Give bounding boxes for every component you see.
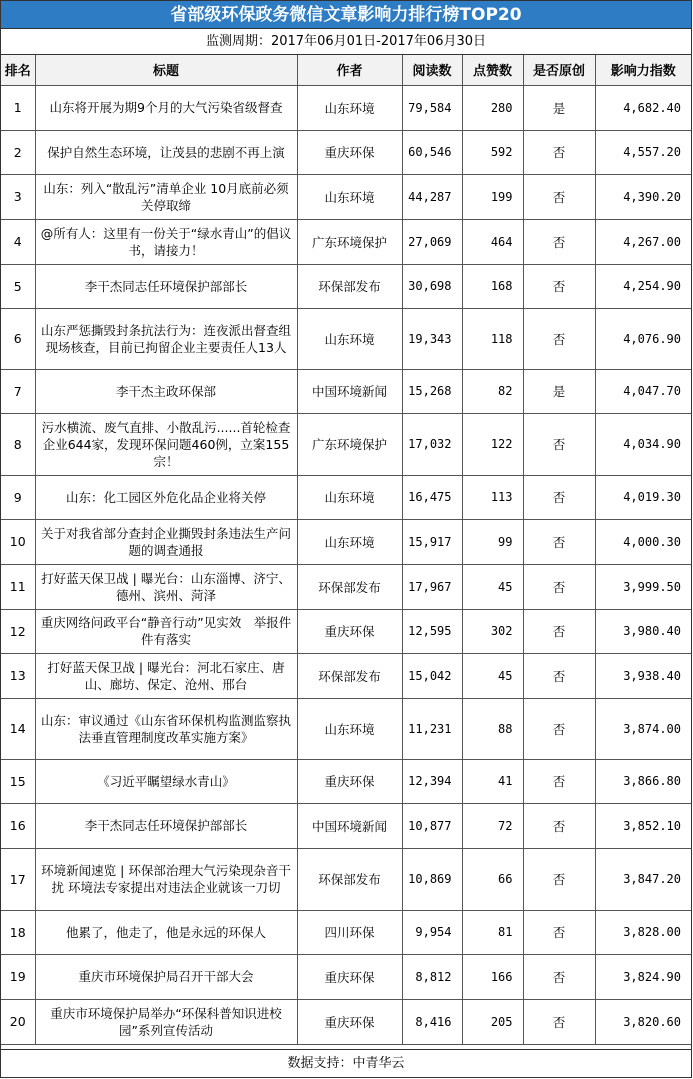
header-likes: 点赞数 [462,55,523,85]
original-cell: 否 [523,954,595,999]
original-cell: 是 [523,85,595,130]
original-cell: 否 [523,653,595,698]
author-cell: 重庆环保 [297,130,402,174]
index-cell: 3,999.50 [595,564,691,609]
table-header-row [1,55,691,85]
reads-cell: 8,812 [402,954,462,999]
header-reads: 阅读数 [402,55,462,85]
title-cell: @所有人：这里有一份关于“绿水青山”的倡议书，请接力！ [35,219,297,264]
sheet-title: 省部级环保政务微信文章影响力排行榜TOP20 [1,1,691,29]
likes-cell: 464 [462,219,523,264]
author-cell: 四川环保 [297,910,402,954]
likes-cell: 122 [462,413,523,475]
likes-cell: 81 [462,910,523,954]
likes-cell: 66 [462,848,523,910]
table-row [1,848,691,910]
title-cell: 他累了，他走了，他是永远的环保人 [35,910,297,954]
likes-cell: 118 [462,308,523,369]
original-cell: 否 [523,308,595,369]
ranking-table [1,55,691,1045]
original-cell: 否 [523,475,595,519]
likes-cell: 45 [462,564,523,609]
table-row [1,910,691,954]
table-row [1,759,691,803]
original-cell: 否 [523,698,595,759]
title-cell: 关于对我省部分查封企业撕毁封条违法生产问题的调查通报 [35,519,297,564]
title-cell: 重庆网络问政平台“静音行动”见实效 举报件件有落实 [35,609,297,653]
title-cell: 打好蓝天保卫战 | 曝光台：山东淄博、济宁、德州、滨州、菏泽 [35,564,297,609]
table-row [1,475,691,519]
title-cell: 重庆市环境保护局举办“环保科普知识进校园”系列宣传活动 [35,999,297,1044]
header-rank: 排名 [1,55,35,85]
title-cell: 李干杰同志任环境保护部部长 [35,264,297,308]
rank-cell: 20 [1,999,35,1044]
likes-cell: 72 [462,803,523,848]
data-source-footer: 数据支持：中青华云 [1,1049,691,1077]
index-cell: 3,828.00 [595,910,691,954]
likes-cell: 199 [462,174,523,219]
index-cell: 4,076.90 [595,308,691,369]
table-row [1,174,691,219]
author-cell: 广东环境保护 [297,219,402,264]
likes-cell: 41 [462,759,523,803]
likes-cell: 280 [462,85,523,130]
original-cell: 否 [523,564,595,609]
title-cell: 污水横流、废气直排、小散乱污......首轮检查企业644家，发现环保问题460例，立案155宗！ [35,413,297,475]
reads-cell: 27,069 [402,219,462,264]
rank-cell: 9 [1,475,35,519]
index-cell: 4,390.20 [595,174,691,219]
reads-cell: 44,287 [402,174,462,219]
reads-cell: 10,869 [402,848,462,910]
likes-cell: 99 [462,519,523,564]
author-cell: 重庆环保 [297,954,402,999]
index-cell: 4,682.40 [595,85,691,130]
table-row [1,219,691,264]
index-cell: 4,047.70 [595,369,691,413]
title-cell: 李干杰同志任环境保护部部长 [35,803,297,848]
title-cell: 山东严惩撕毁封条抗法行为：连夜派出督查组现场核查，目前已拘留企业主要责任人13人 [35,308,297,369]
reads-cell: 19,343 [402,308,462,369]
original-cell: 否 [523,609,595,653]
monitoring-period: 监测周期：2017年06月01日-2017年06月30日 [1,29,691,55]
original-cell: 否 [523,759,595,803]
author-cell: 山东环境 [297,519,402,564]
table-row [1,609,691,653]
title-cell: 重庆市环境保护局召开干部大会 [35,954,297,999]
table-row [1,698,691,759]
table-row [1,264,691,308]
rank-cell: 11 [1,564,35,609]
rank-cell: 6 [1,308,35,369]
index-cell: 3,824.90 [595,954,691,999]
author-cell: 环保部发布 [297,653,402,698]
author-cell: 中国环境新闻 [297,803,402,848]
original-cell: 否 [523,413,595,475]
original-cell: 否 [523,264,595,308]
likes-cell: 82 [462,369,523,413]
author-cell: 重庆环保 [297,609,402,653]
header-title: 标题 [35,55,297,85]
original-cell: 否 [523,910,595,954]
title-cell: 山东：审议通过《山东省环保机构监测监察执法垂直管理制度改革实施方案》 [35,698,297,759]
likes-cell: 113 [462,475,523,519]
table-body [1,85,691,1044]
original-cell: 是 [523,369,595,413]
table-row [1,954,691,999]
index-cell: 4,019.30 [595,475,691,519]
reads-cell: 16,475 [402,475,462,519]
index-cell: 3,847.20 [595,848,691,910]
rank-cell: 10 [1,519,35,564]
table-row [1,803,691,848]
index-cell: 4,267.00 [595,219,691,264]
title-cell: 打好蓝天保卫战 | 曝光台：河北石家庄、唐山、廊坊、保定、沧州、邢台 [35,653,297,698]
index-cell: 3,820.60 [595,999,691,1044]
title-cell: 保护自然生态环境，让茂县的悲剧不再上演 [35,130,297,174]
reads-cell: 9,954 [402,910,462,954]
original-cell: 否 [523,219,595,264]
rank-cell: 2 [1,130,35,174]
likes-cell: 45 [462,653,523,698]
title-cell: 山东将开展为期9个月的大气污染省级督查 [35,85,297,130]
header-original: 是否原创 [523,55,595,85]
author-cell: 环保部发布 [297,848,402,910]
likes-cell: 302 [462,609,523,653]
table-row [1,653,691,698]
table-row [1,564,691,609]
index-cell: 3,938.40 [595,653,691,698]
table-row [1,369,691,413]
author-cell: 重庆环保 [297,759,402,803]
table-row [1,130,691,174]
rank-cell: 15 [1,759,35,803]
header-index: 影响力指数 [595,55,691,85]
rank-cell: 7 [1,369,35,413]
author-cell: 环保部发布 [297,264,402,308]
author-cell: 中国环境新闻 [297,369,402,413]
reads-cell: 17,032 [402,413,462,475]
author-cell: 环保部发布 [297,564,402,609]
original-cell: 否 [523,803,595,848]
table-row [1,519,691,564]
rank-cell: 17 [1,848,35,910]
likes-cell: 168 [462,264,523,308]
original-cell: 否 [523,519,595,564]
original-cell: 否 [523,999,595,1044]
author-cell: 重庆环保 [297,999,402,1044]
index-cell: 3,852.10 [595,803,691,848]
index-cell: 4,000.30 [595,519,691,564]
index-cell: 4,034.90 [595,413,691,475]
table-row [1,308,691,369]
author-cell: 山东环境 [297,475,402,519]
author-cell: 山东环境 [297,698,402,759]
rank-cell: 5 [1,264,35,308]
likes-cell: 592 [462,130,523,174]
reads-cell: 17,967 [402,564,462,609]
table-row [1,999,691,1044]
original-cell: 否 [523,174,595,219]
reads-cell: 11,231 [402,698,462,759]
title-cell: 山东：列入“散乱污”清单企业 10月底前必须关停取缔 [35,174,297,219]
author-cell: 山东环境 [297,308,402,369]
rank-cell: 1 [1,85,35,130]
likes-cell: 205 [462,999,523,1044]
likes-cell: 166 [462,954,523,999]
reads-cell: 15,268 [402,369,462,413]
reads-cell: 12,394 [402,759,462,803]
title-cell: 山东：化工园区外危化品企业将关停 [35,475,297,519]
rank-cell: 3 [1,174,35,219]
header-author: 作者 [297,55,402,85]
rank-cell: 13 [1,653,35,698]
rank-cell: 14 [1,698,35,759]
table-row [1,413,691,475]
reads-cell: 15,042 [402,653,462,698]
author-cell: 广东环境保护 [297,413,402,475]
author-cell: 山东环境 [297,174,402,219]
rank-cell: 4 [1,219,35,264]
title-cell: 环境新闻速览 | 环保部治理大气污染现杂音干扰 环境法专家提出对违法企业就该一刀切 [35,848,297,910]
table-row [1,85,691,130]
reads-cell: 60,546 [402,130,462,174]
reads-cell: 10,877 [402,803,462,848]
index-cell: 4,254.90 [595,264,691,308]
reads-cell: 30,698 [402,264,462,308]
index-cell: 4,557.20 [595,130,691,174]
original-cell: 否 [523,130,595,174]
reads-cell: 12,595 [402,609,462,653]
original-cell: 否 [523,848,595,910]
reads-cell: 8,416 [402,999,462,1044]
reads-cell: 15,917 [402,519,462,564]
rank-cell: 12 [1,609,35,653]
rank-cell: 16 [1,803,35,848]
rank-cell: 19 [1,954,35,999]
reads-cell: 79,584 [402,85,462,130]
index-cell: 3,874.00 [595,698,691,759]
rank-cell: 8 [1,413,35,475]
title-cell: 李干杰主政环保部 [35,369,297,413]
title-cell: 《习近平瞩望绿水青山》 [35,759,297,803]
index-cell: 3,866.80 [595,759,691,803]
author-cell: 山东环境 [297,85,402,130]
likes-cell: 88 [462,698,523,759]
index-cell: 3,980.40 [595,609,691,653]
rank-cell: 18 [1,910,35,954]
